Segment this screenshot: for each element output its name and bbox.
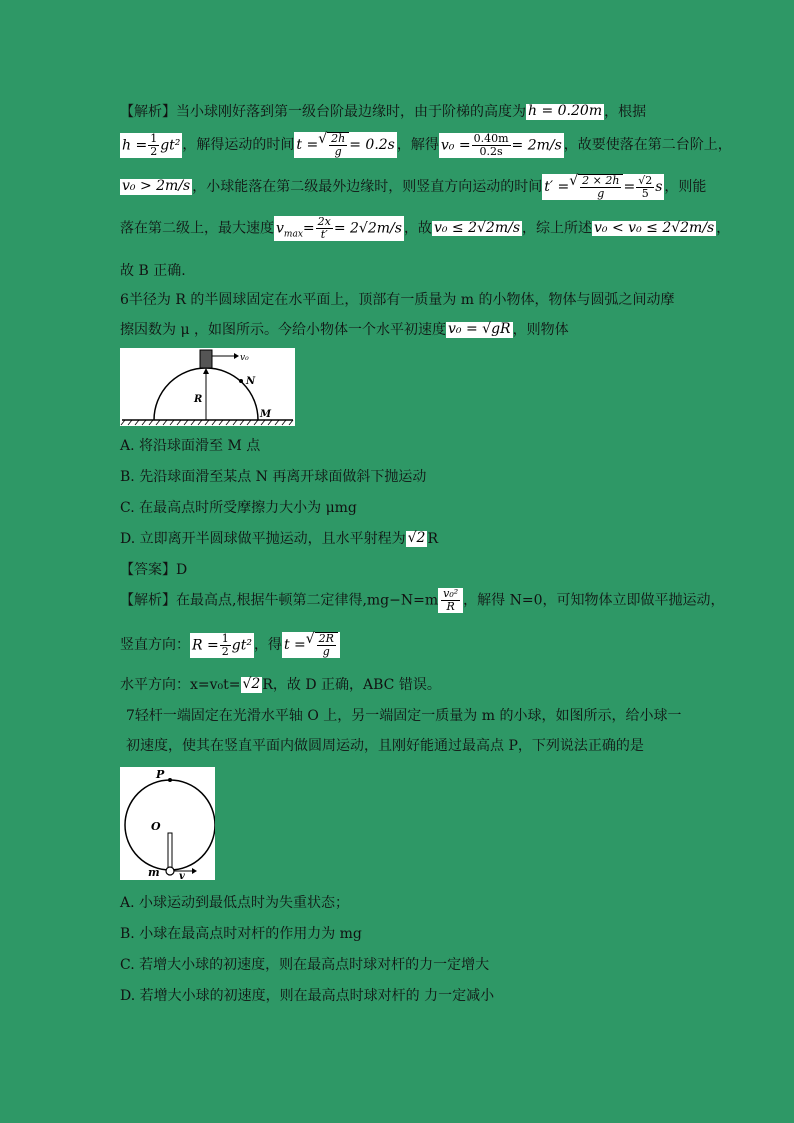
text: 竖直方向： — [120, 637, 190, 653]
label-N: N — [246, 376, 256, 387]
formula-v0-range-final: v₀ < v₀ ≤ 2√2m/s — [594, 219, 715, 236]
explanation-line-3 — [120, 174, 706, 210]
circle-rod-diagram — [120, 767, 215, 880]
q6-option-b: B. 先沿球面滑至某点 N 再离开球面做斜下抛运动 — [120, 469, 427, 485]
q7-stem-line-1: 7轻杆一端固定在光滑水平轴 O 上，另一端固定一质量为 m 的小球，如图所示，给小球一 — [126, 708, 682, 724]
text: R — [427, 531, 438, 547]
hemisphere-diagram — [120, 348, 295, 426]
q6-stem-line-2 — [120, 320, 569, 340]
q7-stem-line-2: 初速度，使其在竖直平面内做圆周运动，且刚好能通过最高点 P，下列说法正确的是 — [126, 738, 644, 754]
text: 【解析】当小球刚好落到第一级台阶最边缘时，由于阶梯的高度为 — [120, 104, 526, 120]
label-P: P — [156, 768, 165, 781]
label-m: m — [148, 866, 160, 879]
q6-stem-line-1: 6半径为 R 的半圆球固定在水平面上，顶部有一质量为 m 的小物体，物体与圆弧之间动摩 — [120, 292, 675, 308]
label-R: R — [194, 394, 203, 405]
q7-option-b: B. 小球在最高点时对杆的作用力为 mg — [120, 926, 362, 942]
q6-option-d — [120, 529, 438, 549]
explanation-line-1 — [120, 102, 646, 122]
text: ，综上所述 — [522, 220, 593, 237]
q6-option-c: C. 在最高点时所受摩擦力大小为 μmg — [120, 500, 357, 516]
q6-option-a: A. 将沿球面滑至 M 点 — [120, 438, 261, 454]
text: 落在第二级上，最大速度 — [120, 220, 274, 237]
text: D. 立即离开半圆球做平抛运动，且水平射程为 — [120, 531, 406, 547]
q6-answer: 【答案】D — [120, 562, 188, 578]
text: ，解得 — [396, 137, 439, 153]
point-N — [239, 379, 243, 383]
formula-v0-sqrt-gR: v₀ = √gR — [448, 321, 511, 338]
formula-R-half-gt2: R = $\frac{1}{2}$ gt² — [192, 631, 252, 658]
q6-explanation-line-2 — [120, 632, 340, 668]
text: ，故 — [403, 220, 432, 237]
text: ，解得运动的时间 — [182, 137, 295, 153]
label-v0: v₀ — [240, 353, 249, 363]
text: ，得 — [253, 637, 282, 653]
q6-explanation-line-1 — [120, 588, 725, 624]
formula-v0sq-over-R: $\frac{\text{v₀²}}{R}$ — [438, 588, 463, 613]
q6-hemisphere-figure — [120, 348, 295, 426]
q6-explanation-line-3 — [120, 675, 441, 695]
text: ，解得 N=0，可知物体立即做平抛运动， — [463, 592, 725, 609]
text: ，则物体 — [512, 322, 569, 338]
small-object — [200, 350, 212, 368]
text: 【解析】在最高点,根据牛顿第二定律得,mg−N=m — [120, 592, 439, 609]
q7-option-d: D. 若增大小球的初速度，则在最高点时球对杆的 力一定减小 — [120, 988, 495, 1004]
text: 擦因数为 μ ，如图所示。今给小物体一个水平初速度 — [120, 322, 446, 338]
formula-sqrt2: √2 — [407, 530, 426, 547]
point-P — [168, 778, 172, 782]
q7-circle-figure — [120, 767, 215, 880]
q7-option-c: C. 若增大小球的初速度，则在最高点时球对杆的力一定增大 — [120, 957, 490, 973]
q7-option-a: A. 小球运动到最低点时为失重状态； — [120, 895, 350, 911]
text: ，根据 — [604, 104, 647, 120]
label-O: O — [151, 820, 161, 833]
text: 水平方向：x=v₀t= — [120, 677, 241, 693]
formula-t: t = √ $\frac{2h}{g}$ = 0.2s — [296, 131, 395, 158]
rod — [168, 833, 172, 870]
text: R，故 D 正确，ABC 错误。 — [262, 677, 441, 693]
formula-v0-gt: v₀ > 2m/s — [122, 178, 191, 195]
text: ， — [716, 220, 731, 237]
text: ，故要使落在第二台阶上， — [563, 137, 732, 153]
formula-t-sqrt-2R-g: t = √ $\frac{2R}{g}$ — [282, 632, 340, 658]
formula-sqrt2-b: √2 — [242, 676, 261, 693]
label-M: M — [260, 409, 272, 420]
formula-vmax: $v_{max}=$ $\frac{2x}{t'}$ = 2√2m/s — [276, 215, 402, 241]
ball — [166, 867, 174, 875]
formula-h: h = 0.20m — [528, 103, 603, 120]
formula-v0: v₀ = $\frac{0.40m}{0.2s}$ = 2m/s — [440, 131, 562, 158]
explanation-line-5: 故 B 正确. — [120, 263, 186, 279]
explanation-line-2 — [120, 132, 732, 168]
label-v: v — [179, 871, 185, 880]
text: ，则能 — [664, 179, 707, 195]
text: ，小球能落在第二级最外边缘时，则竖直方向运动的时间 — [192, 179, 543, 195]
formula-t-prime: t′ = √ $\frac{2 \times 2h}{g}$ = $\frac{√2}{5}$ s — [544, 173, 663, 200]
formula-h-half-gt2: h = $\frac{1}{2}$ gt² — [122, 131, 181, 158]
explanation-line-4 — [120, 216, 730, 248]
formula-v0-range: v₀ ≤ 2√2m/s — [433, 219, 521, 236]
